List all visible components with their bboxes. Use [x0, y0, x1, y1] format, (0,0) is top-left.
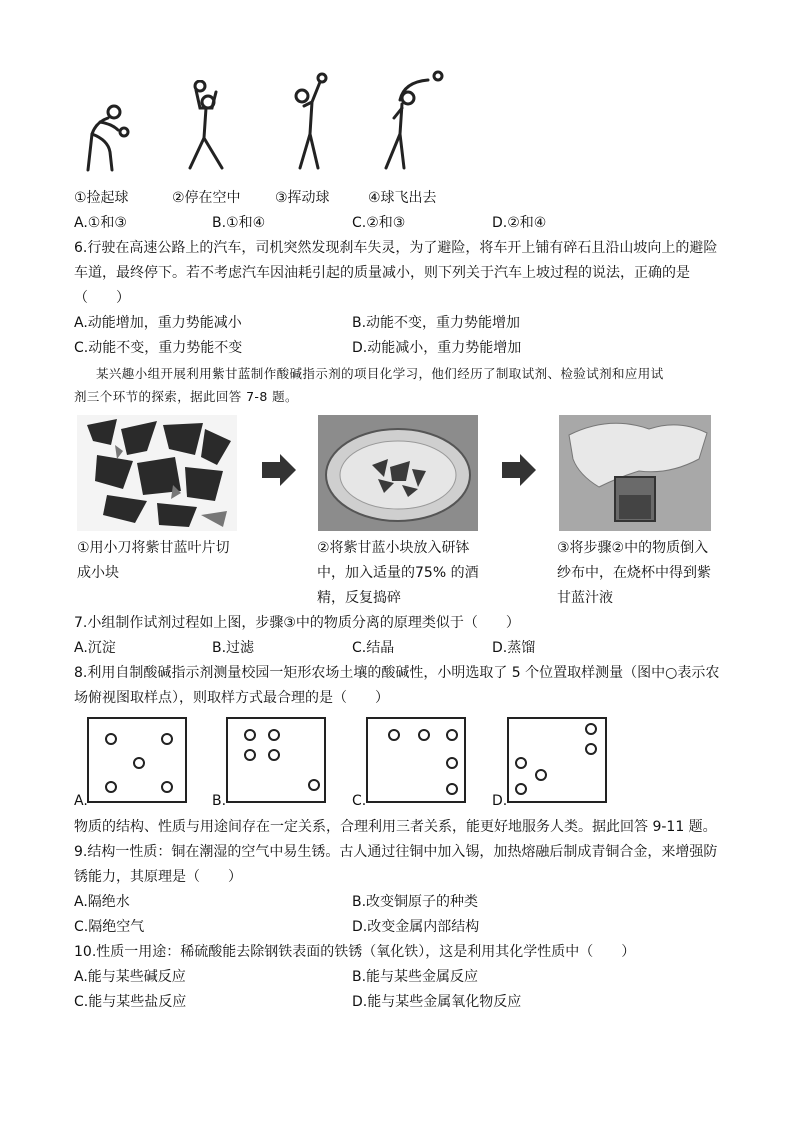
q9-stem-line-1: 9.结构一性质：铜在潮湿的空气中易生锈。古人通过往铜中加入锡，加热熔融后制成青铜合金，来增强防: [74, 844, 718, 860]
q10-option-d[interactable]: D.能与某些金属氧化物反应: [352, 994, 522, 1010]
step-3-line-2: 纱布中，在烧杯中得到紫: [557, 565, 711, 581]
stick-figure-ball-in-air: [182, 80, 232, 172]
step-2-line-1: ②将紫甘蓝小块放入研钵: [317, 540, 470, 556]
q8-option-a-label[interactable]: A.: [74, 793, 88, 809]
sample-point: [105, 781, 117, 793]
sample-point: [585, 723, 597, 735]
sample-point: [268, 749, 280, 761]
q8-stem-line-1: 8.利用自制酸碱指示剂测量校园一矩形农场土壤的酸碱性，小明选取了 5 个位置取样测量（图中○表示农: [74, 665, 720, 681]
sample-point: [418, 729, 430, 741]
q6-option-c[interactable]: C.动能不变，重力势能不变: [74, 340, 243, 356]
q10-option-a[interactable]: A.能与某些碱反应: [74, 969, 186, 985]
stick-figure-ball-flies-out: [378, 70, 446, 172]
q8-option-b-field[interactable]: [226, 717, 326, 803]
sample-point: [446, 729, 458, 741]
step-3-line-3: 甘蓝汁液: [557, 590, 613, 606]
step-1-line-1: ①用小刀将紫甘蓝叶片切: [77, 540, 230, 556]
sample-point: [161, 733, 173, 745]
q6-stem-line-2: 车道，最终停下。若不考虑汽车因油耗引起的质量减小，则下列关于汽车上坡过程的说法，正确的是: [74, 265, 690, 281]
arrow-right-icon: [262, 454, 296, 486]
stick-figure-swing-ball: [290, 72, 334, 172]
photo-gauze-over-beaker: [559, 415, 711, 531]
photo-chopped-cabbage: [77, 415, 237, 531]
q7-option-d[interactable]: D.蒸馏: [492, 640, 536, 656]
sample-point: [161, 781, 173, 793]
q10-option-b[interactable]: B.能与某些金属反应: [352, 969, 479, 985]
q9-option-b[interactable]: B.改变铜原子的种类: [352, 894, 479, 910]
intro-9-11: 物质的结构、性质与用途间存在一定关系，合理利用三者关系，能更好地服务人类。据此回答 9-11 题。: [74, 819, 717, 835]
q7-option-b[interactable]: B.过滤: [212, 640, 255, 656]
step-2-line-3: 精，反复捣碎: [317, 590, 401, 606]
q5-option-d[interactable]: D.②和④: [492, 215, 547, 231]
sample-point: [446, 783, 458, 795]
q9-option-c[interactable]: C.隔绝空气: [74, 919, 145, 935]
caption-pick-up-ball: ①捡起球: [74, 190, 129, 206]
q5-option-a[interactable]: A.①和③: [74, 215, 127, 231]
q10-stem: 10.性质一用途：稀硫酸能去除钢铁表面的铁锈（氧化铁），这是利用其化学性质中（ ）: [74, 944, 636, 960]
arrow-right-icon: [502, 454, 536, 486]
intro-7-8-line-1: 某兴趣小组开展利用紫甘蓝制作酸碱指示剂的项目化学习，他们经历了制取试剂、检验试剂和应用试: [96, 366, 664, 381]
q9-option-a[interactable]: A.隔绝水: [74, 894, 130, 910]
q7-stem: 7.小组制作试剂过程如上图，步骤③中的物质分离的原理类似于（ ）: [74, 615, 520, 631]
q7-option-c[interactable]: C.结晶: [352, 640, 395, 656]
sample-point: [308, 779, 320, 791]
q10-option-c[interactable]: C.能与某些盐反应: [74, 994, 187, 1010]
q6-stem-line-1: 6.行驶在高速公路上的汽车，司机突然发现刹车失灵，为了避险，将车开上铺有碎石且沿山坡向上的避险: [74, 240, 718, 256]
sample-point: [244, 729, 256, 741]
q8-option-c-label[interactable]: C.: [352, 793, 367, 809]
photo-mortar-with-cabbage: [318, 415, 478, 531]
sample-point: [446, 757, 458, 769]
q8-option-d-field[interactable]: [507, 717, 607, 803]
sample-point: [105, 733, 117, 745]
intro-7-8-line-2: 剂三个环节的探索，据此回答 7-8 题。: [74, 389, 298, 404]
q6-option-d[interactable]: D.动能减小，重力势能增加: [352, 340, 522, 356]
q8-option-d-label[interactable]: D.: [492, 793, 508, 809]
step-2-line-2: 中，加入适量的75% 的酒: [317, 565, 479, 581]
caption-ball-flies-out: ④球飞出去: [368, 190, 437, 206]
sample-point: [133, 757, 145, 769]
q6-option-b[interactable]: B.动能不变，重力势能增加: [352, 315, 521, 331]
sample-point: [585, 743, 597, 755]
stick-figure-pick-up-ball: [78, 100, 138, 172]
caption-ball-in-air: ②停在空中: [172, 190, 241, 206]
sample-point: [388, 729, 400, 741]
q6-option-a[interactable]: A.动能增加，重力势能减小: [74, 315, 242, 331]
q7-option-a[interactable]: A.沉淀: [74, 640, 116, 656]
q8-option-b-label[interactable]: B.: [212, 793, 227, 809]
step-3-line-1: ③将步骤②中的物质倒入: [557, 540, 709, 556]
q9-stem-line-2: 锈能力，其原理是（ ）: [74, 869, 242, 885]
sample-point: [244, 749, 256, 761]
caption-swing-ball: ③挥动球: [275, 190, 330, 206]
sample-point: [535, 769, 547, 781]
sample-point: [268, 729, 280, 741]
q9-option-d[interactable]: D.改变金属内部结构: [352, 919, 480, 935]
q8-stem-line-2: 场俯视图取样点），则取样方式最合理的是（ ）: [74, 690, 389, 706]
q5-option-c[interactable]: C.②和③: [352, 215, 406, 231]
sample-point: [515, 783, 527, 795]
q6-answer-blank: （ ）: [74, 290, 130, 306]
q8-option-c-field[interactable]: [366, 717, 466, 803]
q5-option-b[interactable]: B.①和④: [212, 215, 266, 231]
step-1-line-2: 成小块: [77, 565, 119, 581]
q8-option-a-field[interactable]: [87, 717, 187, 803]
sample-point: [515, 757, 527, 769]
